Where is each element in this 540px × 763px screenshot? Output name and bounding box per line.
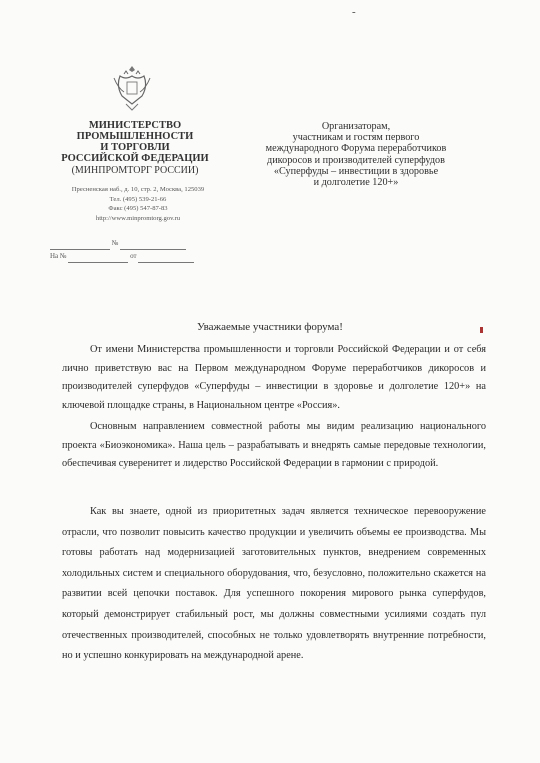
salutation: Уважаемые участники форума! (197, 321, 343, 333)
paragraph-text: От имени Министерства промышленности и торговли Российской Федерации и от себя лично приветствую вас на Первом международном Форуме переработчиков дикоросов и производителей суперфудов «Суперфуды – инвестиции в здоровье и долголетие 120+» на ключевой площадке страны, в Национальном центре «Россия». (62, 344, 486, 411)
registration-fields (50, 237, 220, 263)
addressee-line: и долголетие 120+» (313, 177, 399, 189)
body-paragraph (62, 418, 486, 474)
addressee-line: дикоросов и производителей суперфудов (267, 154, 445, 166)
ministry-line: РОССИЙСКОЙ ФЕДЕРАЦИИ (61, 153, 209, 164)
reg-date-blank (50, 241, 110, 250)
paragraph-text: Как вы знаете, одной из приоритетных задач является техническое перевооружение отрасли, что позволит повысить качество продукции и увеличить объемы ее производства. Мы готовы работать над модернизацией заготовительных пунктов, внедрением современных холодильных систем и специального оборудования, что, безусловно, положительно скажется на развитии всей цепочки поставок. Для успешного покорения мирового рынка суперфудов, который демонстрирует стабильный рост, мы должны совместными усилиями создать пул отечественных производителей, способных не только удовлетворять внутренние потребности, но и успешно конкурировать на международной арене. (62, 506, 486, 662)
body-paragraph (62, 502, 486, 667)
coat-of-arms-emblem-icon (112, 62, 152, 112)
website-text: http://www.minpromtorg.gov.ru (95, 214, 181, 222)
addressee-line: участникам и гостям первого (292, 132, 420, 144)
reg-number-row (50, 237, 220, 250)
reference-row (50, 250, 220, 263)
ref-label: На № (50, 252, 67, 260)
ministry-line: МИНИСТЕРСТВО (88, 120, 182, 131)
addressee-line: международного Форума переработчиков (265, 143, 447, 155)
addressee-block (256, 121, 456, 188)
ministry-name (55, 120, 215, 176)
addressee-line: Организаторам, (321, 121, 391, 132)
top-pen-mark: - (352, 6, 356, 18)
fax-text: Факс (495) 547-87-83 (108, 205, 168, 213)
paragraph-text: Основным направлением совместной работы мы видим реализацию национального проекта «Биоэкономика». Наша цель – разрабатывать и внедрять самые передовые технологии, обеспечивая суверенитет и лидерство Российской Федерации в гармонии с природой. (62, 421, 486, 469)
reg-number-label: № (111, 239, 119, 247)
ref-date-label: от (130, 252, 137, 260)
letterhead-contacts (50, 185, 226, 223)
body-paragraph (62, 341, 486, 415)
address-text: Пресненская наб., д. 10, стр. 2, Москва, 125039 (71, 186, 205, 193)
ref-date-blank (138, 254, 194, 263)
ink-mark (480, 327, 483, 333)
ministry-short-name: (МИНПРОМТОРГ РОССИИ) (71, 165, 199, 176)
phone-text: Тел. (495) 539-21-66 (109, 195, 167, 203)
reg-number-blank (120, 241, 186, 250)
ministry-line: ПРОМЫШЛЕННОСТИ (76, 131, 194, 142)
ministry-line: И ТОРГОВЛИ (100, 142, 170, 153)
ref-number-blank (68, 254, 128, 263)
addressee-line: «Суперфуды – инвестиции в здоровье (273, 165, 439, 177)
